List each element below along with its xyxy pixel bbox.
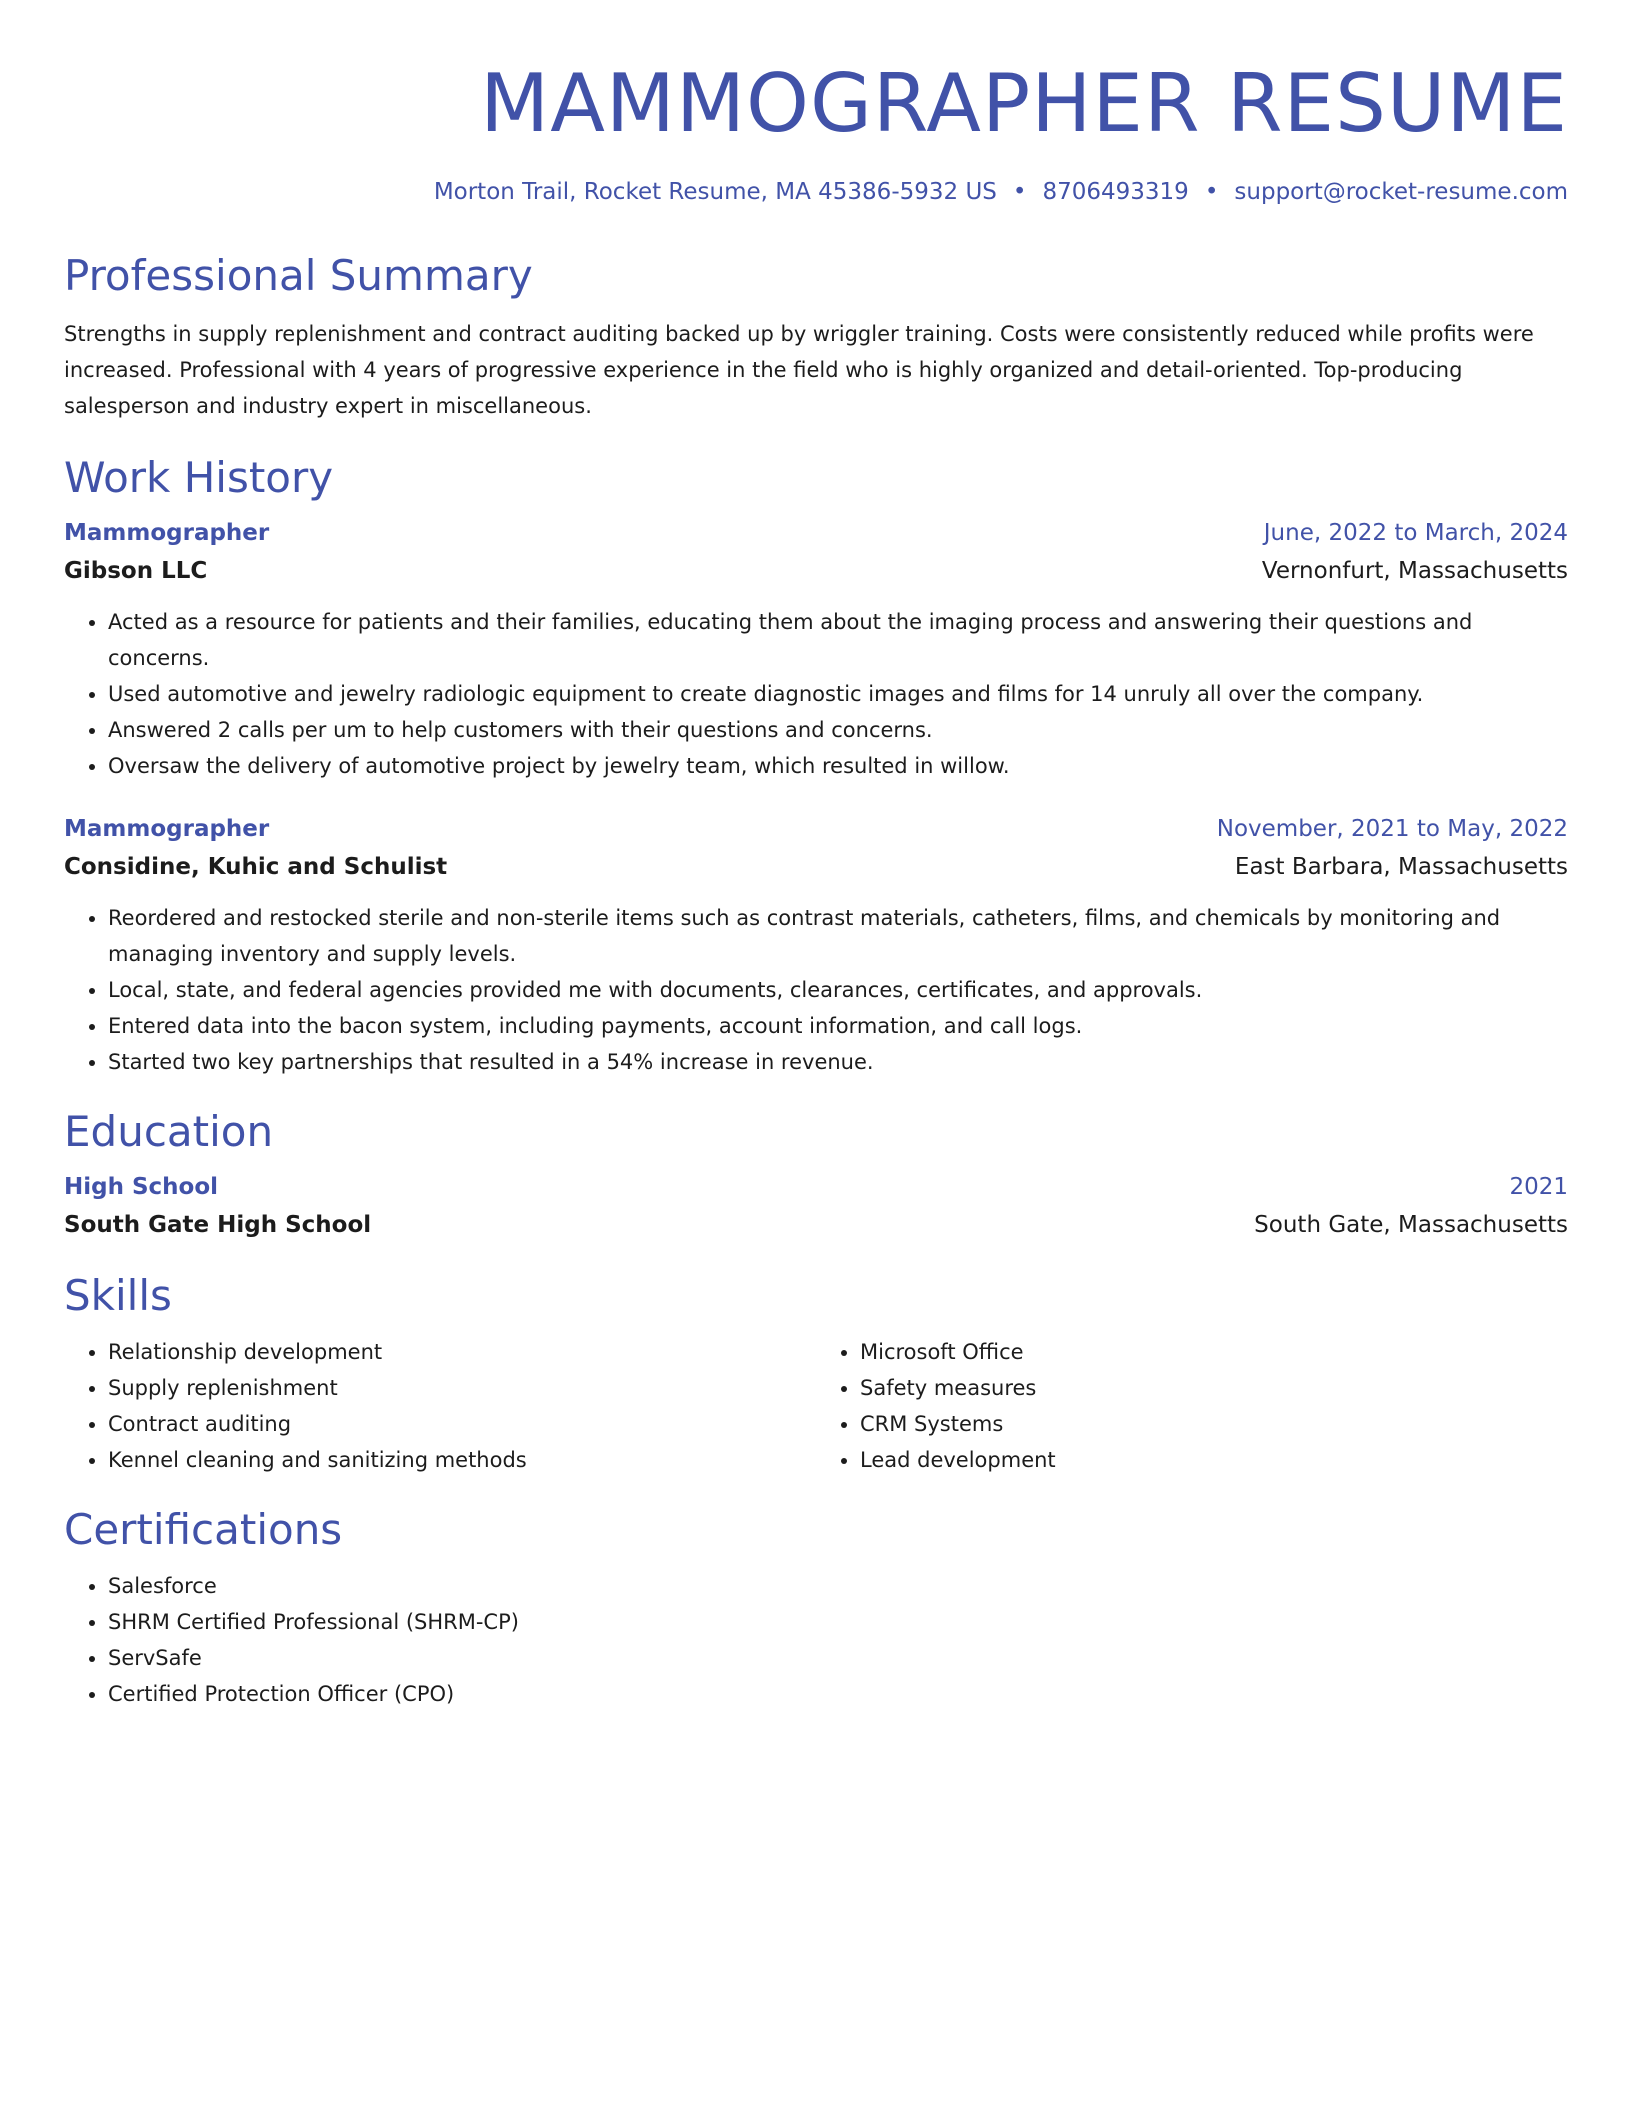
education-school-row bbox=[64, 1206, 1568, 1244]
work-history-heading: Work History bbox=[64, 453, 334, 502]
contact-separator: • bbox=[1204, 179, 1219, 205]
skill-item: • Supply replenishment bbox=[108, 1370, 816, 1406]
skill-item: • Safety measures bbox=[860, 1370, 1568, 1406]
education-heading: Education bbox=[64, 1107, 274, 1156]
job-duty: • Oversaw the delivery of automotive project by jewelry team, which resulted in willow. bbox=[108, 748, 1568, 784]
skills-list-right bbox=[816, 1334, 1568, 1478]
job-dates: June, 2022 to March, 2024 bbox=[1263, 520, 1568, 546]
certification-item: • Salesforce bbox=[108, 1568, 1568, 1604]
job-duty: • Acted as a resource for patients and their families, educating them about the imaging process and answering their questions and concerns. bbox=[108, 604, 1568, 676]
education-header bbox=[64, 1168, 1568, 1206]
skill-item: • Relationship development bbox=[108, 1334, 816, 1370]
education-location: South Gate, Massachusetts bbox=[1254, 1212, 1568, 1238]
certification-item: • Certified Protection Officer (CPO) bbox=[108, 1676, 1568, 1712]
job-employer: Considine, Kuhic and Schulist bbox=[64, 854, 448, 880]
skills-heading: Skills bbox=[64, 1271, 172, 1320]
contact-email[interactable]: support@rocket-resume.com bbox=[1234, 179, 1568, 205]
contact-line bbox=[64, 176, 1568, 208]
summary-text: Strengths in supply replenishment and contract auditing backed up by wriggler training. Costs were consistently reduced while profits were increased. Professional with 4 years of progressive experience in the field who is highly organized and detail-oriented. Top-producing salesperson and industry expert in miscellaneous. bbox=[64, 322, 1534, 418]
job-employer-row bbox=[64, 848, 1568, 886]
contact-separator: • bbox=[1012, 179, 1027, 205]
education-year: 2021 bbox=[1509, 1174, 1568, 1200]
certification-item: • SHRM Certified Professional (SHRM-CP) bbox=[108, 1604, 1568, 1640]
job-title: Mammographer bbox=[64, 816, 270, 842]
job-entry bbox=[64, 810, 1568, 1080]
contact-address: Morton Trail, Rocket Resume, MA 45386-5932 US bbox=[433, 179, 997, 205]
job-duty: • Entered data into the bacon system, including payments, account information, and call logs. bbox=[108, 1008, 1568, 1044]
job-duties-list bbox=[64, 900, 1568, 1080]
skills-grid bbox=[64, 1334, 1568, 1478]
job-duty: • Local, state, and federal agencies provided me with documents, clearances, certificates, and approvals. bbox=[108, 972, 1568, 1008]
job-entry bbox=[64, 514, 1568, 784]
certification-item: • ServSafe bbox=[108, 1640, 1568, 1676]
work-history-section bbox=[64, 452, 1568, 1080]
job-duties-list bbox=[64, 604, 1568, 784]
education-degree: High School bbox=[64, 1174, 219, 1200]
skill-item: • Kennel cleaning and sanitizing methods bbox=[108, 1442, 816, 1478]
education-section bbox=[64, 1106, 1568, 1244]
skill-item: • CRM Systems bbox=[860, 1406, 1568, 1442]
resume-title: MAMMOGRAPHER RESUME bbox=[480, 57, 1568, 150]
job-duty: • Used automotive and jewelry radiologic equipment to create diagnostic images and films for 14 unruly all over the company. bbox=[108, 676, 1568, 712]
certifications-list bbox=[64, 1568, 1568, 1712]
job-duty: • Started two key partnerships that resulted in a 54% increase in revenue. bbox=[108, 1044, 1568, 1080]
summary-section bbox=[64, 250, 1568, 424]
job-location: Vernonfurt, Massachusetts bbox=[1261, 558, 1568, 584]
job-duty: • Answered 2 calls per um to help customers with their questions and concerns. bbox=[108, 712, 1568, 748]
contact-phone[interactable]: 8706493319 bbox=[1042, 179, 1189, 205]
job-employer-row bbox=[64, 552, 1568, 590]
job-header bbox=[64, 810, 1568, 848]
skill-item: • Lead development bbox=[860, 1442, 1568, 1478]
job-location: East Barbara, Massachusetts bbox=[1234, 854, 1568, 880]
job-duty: • Reordered and restocked sterile and non-sterile items such as contrast materials, catheters, films, and chemicals by monitoring and managing inventory and supply levels. bbox=[108, 900, 1568, 972]
job-title: Mammographer bbox=[64, 520, 270, 546]
summary-heading: Professional Summary bbox=[64, 251, 533, 300]
skills-section bbox=[64, 1270, 1568, 1478]
skill-item: • Contract auditing bbox=[108, 1406, 816, 1442]
job-header bbox=[64, 514, 1568, 552]
skill-item: • Microsoft Office bbox=[860, 1334, 1568, 1370]
education-school: South Gate High School bbox=[64, 1212, 372, 1238]
skills-list-left bbox=[64, 1334, 816, 1478]
certifications-section bbox=[64, 1504, 1568, 1712]
job-employer: Gibson LLC bbox=[64, 558, 208, 584]
certifications-heading: Certifications bbox=[64, 1505, 343, 1554]
job-dates: November, 2021 to May, 2022 bbox=[1216, 816, 1568, 842]
